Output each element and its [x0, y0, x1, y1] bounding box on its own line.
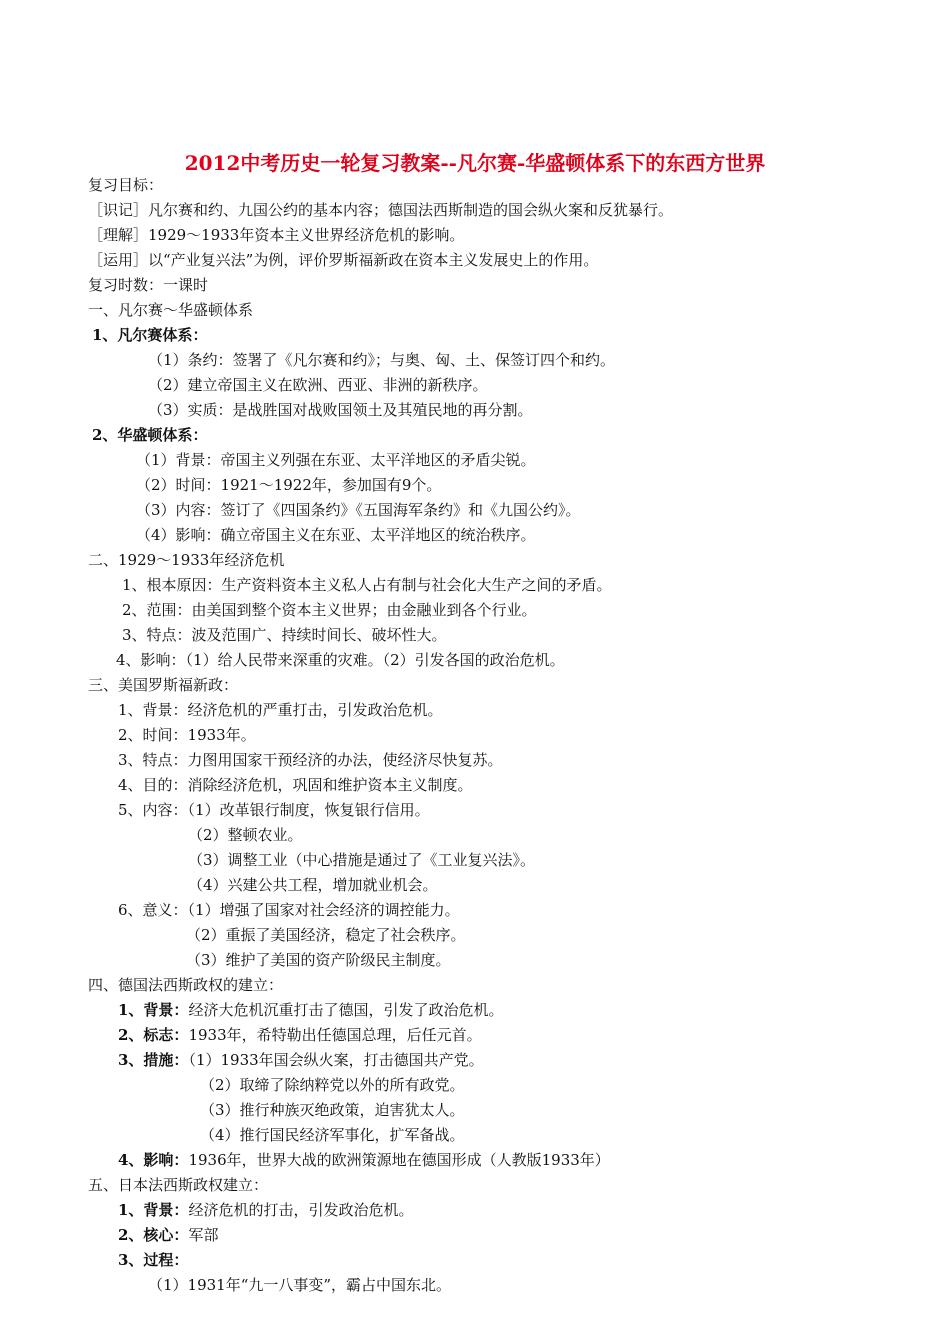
review-hours: 复习时数：一课时	[88, 276, 209, 294]
list-item: （2）时间：1921～1922年，参加国有9个。	[136, 476, 442, 494]
list-item: （2）建立帝国主义在欧洲、西亚、非洲的新秩序。	[148, 376, 488, 394]
list-item: 6、意义：（1）增强了国家对社会经济的调控能力。	[118, 901, 460, 919]
list-item: 5、内容：（1）改革银行制度，恢复银行信用。	[118, 801, 430, 819]
list-item: （3）推行种族灭绝政策，迫害犹太人。	[200, 1101, 465, 1119]
item-text: 经济危机的打击，引发政治危机。	[188, 1201, 414, 1219]
list-item: 3、特点：波及范围广、持续时间长、破坏性大。	[122, 626, 447, 644]
versailles-system-heading: 1、凡尔赛体系：	[92, 326, 208, 344]
list-item: （3）实质：是战胜国对战败国领土及其殖民地的再分割。	[148, 401, 533, 419]
list-item	[118, 1148, 610, 1173]
list-item: （3）内容：签订了《四国条约》《五国海军条约》和《九国公约》。	[136, 501, 581, 519]
list-item: （1）条约：签署了《凡尔赛和约》；与奥、匈、土、保签订四个和约。	[148, 351, 616, 369]
list-item: （1）背景：帝国主义列强在东亚、太平洋地区的矛盾尖锐。	[136, 451, 536, 469]
page-title: 2012中考历史一轮复习教案--凡尔赛-华盛顿体系下的东西方世界	[184, 151, 766, 175]
section-1-heading: 一、凡尔赛～华盛顿体系	[88, 301, 254, 319]
list-item: （4）推行国民经济军事化，扩军备战。	[200, 1126, 465, 1144]
list-item: （1）1931年“九一八事变”，霸占中国东北。	[148, 1276, 452, 1294]
item-text: 1933年，希特勒出任德国总理，后任元首。	[188, 1026, 482, 1044]
item-text: 1936年，世界大战的欧洲策源地在德国形成（人教版1933年）	[188, 1151, 610, 1169]
list-item: 1、背景：经济危机的严重打击，引发政治危机。	[118, 701, 443, 719]
item-label: 1、背景：	[118, 1201, 189, 1219]
item-label: 1、背景：	[118, 1001, 189, 1019]
item-text: 经济大危机沉重打击了德国，引发了政治危机。	[188, 1001, 504, 1019]
washington-system-heading: 2、华盛顿体系：	[92, 426, 208, 444]
item-label: 2、标志：	[118, 1026, 189, 1044]
objective-apply: ［运用］以“产业复兴法”为例，评价罗斯福新政在资本主义发展史上的作用。	[88, 251, 599, 269]
list-item: （3）调整工业（中心措施是通过了《工业复兴法》。	[188, 851, 536, 869]
item-text: （1）1933年国会纵火案，打击德国共产党。	[188, 1051, 484, 1069]
section-2-heading: 二、1929～1933年经济危机	[88, 551, 285, 569]
list-item: 2、范围：由美国到整个资本主义世界；由金融业到各个行业。	[122, 601, 537, 619]
list-item: （4）影响：确立帝国主义在东亚、太平洋地区的统治秩序。	[136, 526, 536, 544]
list-item	[118, 998, 503, 1023]
list-item: （2）取缔了除纳粹党以外的所有政党。	[200, 1076, 465, 1094]
section-4-heading: 四、德国法西斯政权的建立：	[88, 976, 284, 994]
objective-understand: ［理解］1929～1933年资本主义世界经济危机的影响。	[88, 226, 465, 244]
item-label: 3、措施：	[118, 1051, 189, 1069]
list-item: （2）整顿农业。	[188, 826, 303, 844]
list-item	[118, 1223, 218, 1248]
list-item: 3、特点：力图用国家干预经济的办法，使经济尽快复苏。	[118, 751, 503, 769]
list-item: （2）重振了美国经济，稳定了社会秩序。	[186, 926, 466, 944]
list-item	[118, 1023, 482, 1048]
list-item: 2、时间：1933年。	[118, 726, 256, 744]
section-5-heading: 五、日本法西斯政权建立：	[88, 1176, 269, 1194]
item-text: 军部	[188, 1226, 219, 1244]
objectives-heading: 复习目标：	[88, 176, 164, 194]
list-item	[118, 1048, 484, 1073]
list-item: 1、根本原因：生产资料资本主义私人占有制与社会化大生产之间的矛盾。	[122, 576, 612, 594]
list-item: （3）维护了美国的资产阶级民主制度。	[186, 951, 451, 969]
list-item: 4、影响：（1）给人民带来深重的灾难。（2）引发各国的政治危机。	[116, 651, 565, 669]
item-label: 2、核心：	[118, 1226, 189, 1244]
list-item: （4）兴建公共工程，增加就业机会。	[188, 876, 438, 894]
list-item	[118, 1198, 413, 1223]
objective-recall: ［识记］凡尔赛和约、九国公约的基本内容；德国法西斯制造的国会纵火案和反犹暴行。	[88, 201, 674, 219]
section-3-heading: 三、美国罗斯福新政：	[88, 676, 239, 694]
process-heading: 3、过程：	[118, 1251, 189, 1269]
item-label: 4、影响：	[118, 1151, 189, 1169]
list-item: 4、目的：消除经济危机，巩固和维护资本主义制度。	[118, 776, 473, 794]
